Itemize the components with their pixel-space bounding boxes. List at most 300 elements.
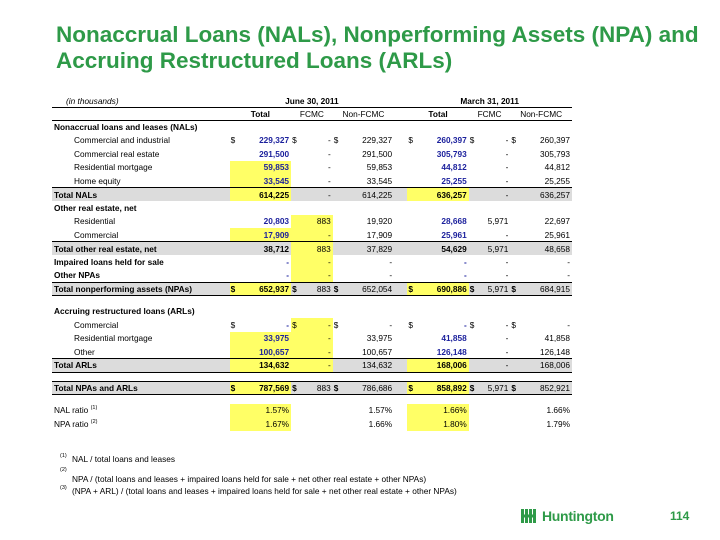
value-cell: 690,886 [418,282,468,296]
value-cell: 229,327 [259,135,290,146]
gap-cell [394,188,407,202]
currency-cell [510,228,521,242]
value-cell: 41,858 [544,333,570,344]
value-cell: 126,148 [436,346,467,357]
currency-cell [510,404,521,418]
units-label: (in thousands) [66,95,119,106]
row-label [52,318,230,332]
section-nals [52,120,572,134]
currency-cell [469,345,480,359]
value-cell: 5,971 [480,242,511,256]
currency-cell [291,332,302,346]
row-label [52,381,230,395]
gap-cell [394,404,407,418]
currency-cell: $ [291,381,302,395]
value-cell: 20,803 [263,216,290,227]
value-cell: 1.79% [546,418,570,429]
value-cell: 1.57% [368,405,393,416]
currency-cell: $ [469,381,480,395]
currency-cell [407,345,418,359]
currency-cell [291,255,302,269]
gap-cell [394,147,407,161]
currency-cell: $ [230,282,241,296]
row-label [52,345,230,359]
section-arls [52,305,572,319]
row-impaired [52,255,572,269]
currency-cell [407,332,418,346]
row-cre [52,147,572,161]
value-cell: - [302,318,333,332]
row-arm [52,332,572,346]
value-cell: 100,657 [362,346,393,357]
gap-cell [394,161,407,175]
currency-cell [230,269,241,283]
currency-cell: $ [510,282,521,296]
npa-table-container [52,95,572,431]
currency-cell [230,332,241,346]
row-label [52,134,230,148]
value-cell: 858,892 [418,381,468,395]
currency-cell [333,417,344,431]
value-cell: 17,909 [241,228,291,242]
value-cell: 25,255 [441,175,467,186]
currency-cell [469,188,480,202]
currency-cell [333,242,344,256]
value-cell [302,417,333,431]
currency-cell [407,404,418,418]
header-columns-row [52,107,572,120]
currency-cell [407,215,418,229]
row-label-text: Total NPAs and ARLs [54,382,138,393]
value-cell: 48,658 [521,242,572,256]
section-oreo [52,201,572,215]
gap-cell [394,381,407,395]
row-tnal [52,188,572,202]
currency-cell [333,188,344,202]
value-cell: - [327,135,331,146]
value-cell: 1.66% [418,404,468,418]
value-cell: 786,686 [344,381,395,395]
currency-cell [469,404,480,418]
currency-cell: $ [333,282,344,296]
row-label-text: Residential mortgage [74,162,153,173]
currency-cell [230,215,241,229]
currency-cell: $ [333,319,339,330]
value-cell: 22,697 [544,216,570,227]
value-cell: 291,500 [259,148,290,159]
currency-cell [469,417,480,431]
row-tnpaarl [52,381,572,395]
currency-cell [291,242,302,256]
value-cell: - [302,332,333,346]
value-cell: - [286,256,290,267]
currency-cell [407,188,418,202]
value-cell: 305,793 [436,148,467,159]
value-cell: 100,657 [241,345,291,359]
currency-cell [407,161,418,175]
footnote-mark: (1) [60,453,67,459]
currency-cell [407,147,418,161]
value-cell: 126,148 [540,346,570,357]
value-cell: - [286,319,290,330]
row-label-text: Total ARLs [54,360,97,371]
huntington-logo [520,505,650,527]
currency-cell [510,359,521,373]
row-label-text: Total NALs [54,189,98,200]
row-ci [52,134,572,148]
currency-cell [510,332,521,346]
value-cell: - [389,256,393,267]
currency-cell [510,255,521,269]
row-label [52,269,230,283]
currency-cell [333,215,344,229]
value-cell: 5,971 [480,381,511,395]
value-cell: 28,668 [441,216,467,227]
currency-cell [469,269,480,283]
value-cell: 134,632 [344,359,395,373]
row-label-text: Other [74,346,95,357]
currency-cell: $ [407,282,418,296]
currency-cell: $ [230,381,241,395]
currency-cell [333,174,344,188]
currency-cell: $ [469,135,475,146]
spacer-cell [52,296,572,305]
row-label-text: Home equity [74,175,121,186]
row-aoth [52,345,572,359]
row-label-text: Total other real estate, net [54,243,157,254]
value-cell: - [567,256,570,267]
gap-cell [394,345,407,359]
value-cell: 33,975 [366,333,393,344]
row-label [52,174,230,188]
currency-cell: $ [408,135,413,146]
currency-cell [469,147,480,161]
currency-cell: $ [469,319,475,330]
gap-cell [394,417,407,431]
spacer-cell [52,395,572,404]
currency-cell [230,147,241,161]
row-toreo [52,242,572,256]
value-cell: 5,971 [487,216,509,227]
column-header: Total [407,107,468,120]
currency-cell [230,228,241,242]
currency-cell [407,174,418,188]
row-ocom [52,228,572,242]
gap-cell [394,228,407,242]
currency-cell [333,345,344,359]
value-cell: 33,975 [241,332,291,346]
column-header: Non-FCMC [510,107,572,120]
value-cell: 25,255 [544,175,570,186]
currency-cell [469,255,480,269]
gap-cell [394,134,407,148]
value-cell: 17,909 [366,229,393,240]
value-cell: - [463,256,467,267]
value-cell: 229,327 [362,135,393,146]
currency-cell [333,147,344,161]
row-label [52,228,230,242]
currency-cell [333,332,344,346]
row-tarl [52,359,572,373]
value-cell: 37,829 [344,242,395,256]
currency-cell [469,228,480,242]
section-title: Other real estate, net [54,202,137,213]
currency-cell [469,359,480,373]
value-cell [302,404,333,418]
row-label [52,359,230,373]
value-cell: 5,971 [480,282,511,296]
gap-cell [394,332,407,346]
footnote-mark: (2) [60,467,67,473]
value-cell: 614,225 [241,188,291,202]
currency-cell [469,161,480,175]
row-rm [52,161,572,175]
value-cell: - [302,359,333,373]
value-cell: 33,545 [366,175,393,186]
currency-cell: $ [291,318,302,332]
currency-cell: $ [408,319,413,330]
value-cell: 44,812 [544,162,570,173]
row-label-text: Other NPAs [54,270,100,280]
spacer-cell [52,372,572,381]
row-nparatio [52,417,572,431]
currency-cell [291,188,302,202]
value-cell: 684,915 [521,282,572,296]
currency-cell [291,345,302,359]
row-label-text: Commercial real estate [74,148,160,159]
currency-cell [510,242,521,256]
currency-cell [333,269,344,283]
value-cell: 291,500 [362,148,393,159]
header-blank [52,107,230,120]
value-cell: - [505,256,509,267]
value-cell: 44,812 [441,162,467,173]
value-cell: - [463,319,467,330]
value-cell: 168,006 [521,359,572,373]
currency-cell [291,269,302,283]
row-label [52,242,230,256]
gap-cell [394,174,407,188]
value-cell: 883 [302,242,333,256]
row-label-text: Residential [74,216,116,227]
currency-cell [469,332,480,346]
period-june-2011: June 30, 2011 [285,95,339,106]
footnote-marker: (1) [90,405,98,412]
value-cell: 1.66% [368,418,393,429]
value-cell: 1.66% [546,405,570,416]
currency-cell [469,174,480,188]
row-label-text: Residential mortgage [74,333,153,344]
value-cell: - [505,333,509,344]
row-label [52,215,230,229]
value-cell: - [389,270,393,280]
row-acom [52,318,572,332]
row-label-text: NAL ratio [54,405,89,416]
spacer-row [52,395,572,404]
row-label-text: Total nonperforming assets (NPAs) [54,283,192,294]
value-cell: - [567,319,570,330]
row-onpa [52,269,572,283]
value-cell: - [463,270,467,280]
npa-table [52,95,572,431]
footnote-text: (NPA + ARL) / (total loans and leases + impaired loans held for sale + net other real estate + other NPAs) [72,486,457,496]
column-header: FCMC [291,107,333,120]
value-cell [480,417,511,431]
currency-cell [510,188,521,202]
column-header: Non-FCMC [333,107,394,120]
gap-cell [394,95,407,107]
value-cell: 25,961 [544,229,570,240]
value-cell: - [302,269,333,283]
value-cell: 25,961 [441,229,467,240]
page-number: 114 [670,509,690,523]
row-label [52,147,230,161]
logo-text: Huntington [542,508,614,524]
row-label-text: Commercial and industrial [74,135,170,146]
value-cell: - [302,345,333,359]
currency-cell [510,174,521,188]
value-cell: 1.57% [241,404,291,418]
currency-cell [510,215,521,229]
value-cell: 614,225 [344,188,395,202]
gap-cell [394,318,407,332]
value-cell: - [505,162,509,173]
row-label [52,282,230,296]
gap-cell [394,359,407,373]
gap-cell [394,215,407,229]
currency-cell [510,269,521,283]
value-cell: 38,712 [241,242,291,256]
value-cell: 636,257 [521,188,572,202]
currency-cell [469,215,480,229]
section-title: Accruing restructured loans (ARLs) [54,306,195,317]
value-cell: 787,569 [241,381,291,395]
row-tnpa [52,282,572,296]
currency-cell [291,174,302,188]
currency-cell [230,404,241,418]
value-cell: - [480,359,511,373]
value-cell: 883 [302,282,333,296]
column-header: Total [230,107,291,120]
currency-cell [510,161,521,175]
value-cell: - [505,229,509,240]
value-cell: - [505,270,509,280]
value-cell: - [567,270,570,280]
currency-cell [469,242,480,256]
value-cell: 134,632 [241,359,291,373]
currency-cell [230,161,241,175]
currency-cell [333,359,344,373]
value-cell: 59,853 [241,161,291,175]
currency-cell: $ [333,381,344,395]
footnote-marker: (2) [90,418,98,425]
currency-cell [407,242,418,256]
value-cell: 41,858 [441,333,467,344]
footnote-text: NPA / (total loans and leases + impaired loans held for sale + net other real estate + other NPAs) [72,474,427,484]
footnote-mark: (3) [60,485,67,491]
spacer-row [52,296,572,305]
row-ores [52,215,572,229]
currency-cell [291,161,302,175]
column-header: FCMC [469,107,511,120]
currency-cell: $ [230,319,236,330]
gap-cell [394,242,407,256]
value-cell: - [302,255,333,269]
currency-cell: $ [469,282,480,296]
currency-cell [291,404,302,418]
currency-cell: $ [333,135,339,146]
gap-cell [394,282,407,296]
row-label [52,161,230,175]
header-periods-row [52,95,572,107]
value-cell: - [389,319,393,330]
value-cell: 883 [302,381,333,395]
currency-cell [291,215,302,229]
currency-cell [333,404,344,418]
currency-cell [407,269,418,283]
value-cell: 33,545 [241,174,291,188]
currency-cell [291,359,302,373]
value-cell: - [327,162,331,173]
value-cell: - [505,135,509,146]
row-label [52,404,230,418]
currency-cell [230,242,241,256]
row-label [52,188,230,202]
row-label-text: Impaired loans held for sale [54,256,164,267]
currency-cell [333,161,344,175]
page-title: Nonaccrual Loans (NALs), Nonperforming Assets (NPA) and Accruing Restructured Loans (ARLs) [56,22,699,73]
gap-cell [394,255,407,269]
currency-cell [230,345,241,359]
value-cell: - [302,188,333,202]
currency-cell [291,147,302,161]
currency-cell [230,417,241,431]
gap-cell [394,107,407,120]
value-cell: 260,397 [436,135,467,146]
row-label-text: Commercial [74,319,119,330]
value-cell: - [480,188,511,202]
value-cell: 652,937 [241,282,291,296]
currency-cell [510,417,521,431]
currency-cell [291,228,302,242]
currency-cell [407,359,418,373]
row-he [52,174,572,188]
value-cell: 883 [302,215,333,229]
spacer-row [52,372,572,381]
currency-cell: $ [511,319,516,330]
row-label-text: NPA ratio [54,418,89,429]
currency-cell [510,147,521,161]
value-cell: 1.80% [418,417,468,431]
currency-cell [291,417,302,431]
currency-cell [407,417,418,431]
row-label [52,417,230,431]
currency-cell [510,345,521,359]
value-cell: - [505,319,509,330]
value-cell: - [505,346,509,357]
currency-cell [230,188,241,202]
currency-cell [333,255,344,269]
currency-cell: $ [230,135,236,146]
currency-cell: $ [510,381,521,395]
gap-cell [394,269,407,283]
currency-cell [230,174,241,188]
value-cell: - [505,175,509,186]
value-cell: 636,257 [418,188,468,202]
value-cell: 652,054 [344,282,395,296]
value-cell: 19,920 [366,216,393,227]
currency-cell [230,255,241,269]
